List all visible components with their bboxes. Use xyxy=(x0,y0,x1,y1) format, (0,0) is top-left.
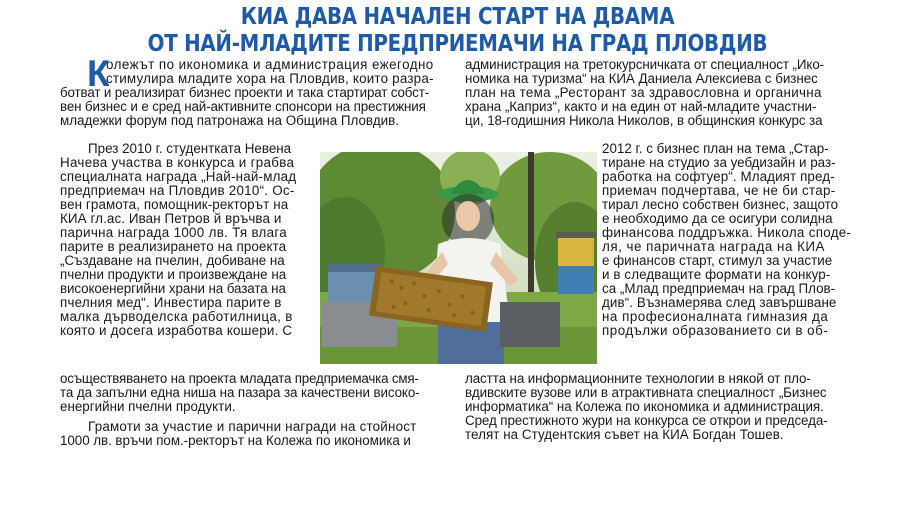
right-line: работка на софтуер“. Младият пред- xyxy=(602,169,835,184)
left-line: малка дърводелска работилница, в xyxy=(60,309,293,324)
right-line: са „Млад предприемач на град Плов- xyxy=(602,281,836,296)
headline-line-1: КИА ДАВА НАЧАЛЕН СТАРТ НА ДВАМА xyxy=(240,4,675,30)
right-line: вдивските вузове или в атрактивната специалност „Бизнес xyxy=(465,385,827,400)
left-line: ботват и реализират бизнес проекти и така стартират собст- xyxy=(60,85,430,100)
drop-cap: К xyxy=(87,53,110,94)
left-line: специалната награда „Най-най-млад xyxy=(60,169,297,184)
left-line: парична награда 1000 лв. Тя влага xyxy=(60,225,288,240)
right-line: финансова поддръжка. Никола сподe- xyxy=(602,225,852,240)
right-line: е необходимо да се осигури солидна xyxy=(602,211,833,226)
right-line: ля, че паричната награда на КИА xyxy=(602,239,825,254)
left-line: парите в реализирането на проекта xyxy=(60,239,287,254)
left-line: вен бизнес и е сред най-активните спонсори на престижния xyxy=(60,99,426,114)
left-line: пчелния мед“. Инвестира парите в xyxy=(60,295,282,310)
beekeeper-photo xyxy=(320,152,597,364)
right-line: план на тема „Ресторант за здравословна и органична xyxy=(465,85,822,100)
right-line: продължи образованието си в об- xyxy=(602,323,829,338)
right-line: ластта на информационните технологии в някой от пло- xyxy=(465,371,811,386)
left-line: Начева участва в конкурса и грабва xyxy=(60,155,295,170)
left-line: енергийни пчелни продукти. xyxy=(60,399,236,414)
right-line: на професионалната гимназия да xyxy=(602,309,829,324)
left-line: стимулира младите хора на Пловдив, които разра- xyxy=(106,71,434,86)
left-line: високоенергийни храни на базата на xyxy=(60,281,286,296)
left-line: та да запълни една ниша на пазара за качествени високо- xyxy=(60,385,420,400)
right-line: номика на туризма“ на КИА Даниела Алексиева с бизнес xyxy=(465,71,818,86)
right-line: и в следващите формати на конкур- xyxy=(602,267,831,282)
right-line: информатика“ на Колежа по икономика и администрация. xyxy=(465,399,824,414)
right-line: див“. Възнамерява след завършване xyxy=(602,295,837,310)
left-line: През 2010 г. студентката Невена xyxy=(88,141,292,156)
left-line: „Създаване на пчелин, добиване на xyxy=(60,253,285,268)
right-line: храна „Каприз“, както и на един от най-младите участни- xyxy=(465,99,817,114)
right-line: 2012 г. с бизнес план на тема „Стар- xyxy=(602,141,829,156)
left-line: пчелни продукти и произвеждане на xyxy=(60,267,287,282)
left-line: Грамоти за участие и парични награди на стойност xyxy=(88,419,417,434)
right-line: приемач подчертава, че не би стар- xyxy=(602,183,836,198)
headline-line-2: ОТ НАЙ-МЛАДИТЕ ПРЕДПРИЕМАЧИ НА ГРАД ПЛОВДИВ xyxy=(147,31,768,57)
right-line: телят на Студентския съвет на КИА Богдан Тошев. xyxy=(465,427,784,442)
right-line: ци, 18-годишния Никола Николов, в общинския конкурс за xyxy=(465,113,823,128)
right-line: тиране на студио за уебдизайн и раз- xyxy=(602,155,836,170)
left-line: 1000 лв. връчи пом.-ректорът на Колежа по икономика и xyxy=(60,433,411,448)
left-line: която и досега изработва кошери. С xyxy=(60,323,293,338)
right-line: администрация на третокурсничката от специалност „Ико- xyxy=(465,57,825,72)
right-line: Сред престижното жури на конкурса се открои и председа- xyxy=(465,413,828,428)
left-line: предприемач на Пловдив 2010“. Ос- xyxy=(60,183,295,198)
left-line: вен грамота, помощник-ректорът на xyxy=(60,197,289,212)
left-line: КИА гл.ас. Иван Петров й връчва и xyxy=(60,211,282,226)
right-line: е финансов старт, стимул за участие xyxy=(602,253,833,268)
left-line: младежки форум под патронажа на Община Пловдив. xyxy=(60,113,399,128)
left-line: олежът по икономика и администрация ежегодно xyxy=(106,57,434,72)
right-line: тирал лесно собствен бизнес, защото xyxy=(602,197,839,212)
left-line: осъществяването на проекта младата предприемачка смя- xyxy=(60,371,419,386)
